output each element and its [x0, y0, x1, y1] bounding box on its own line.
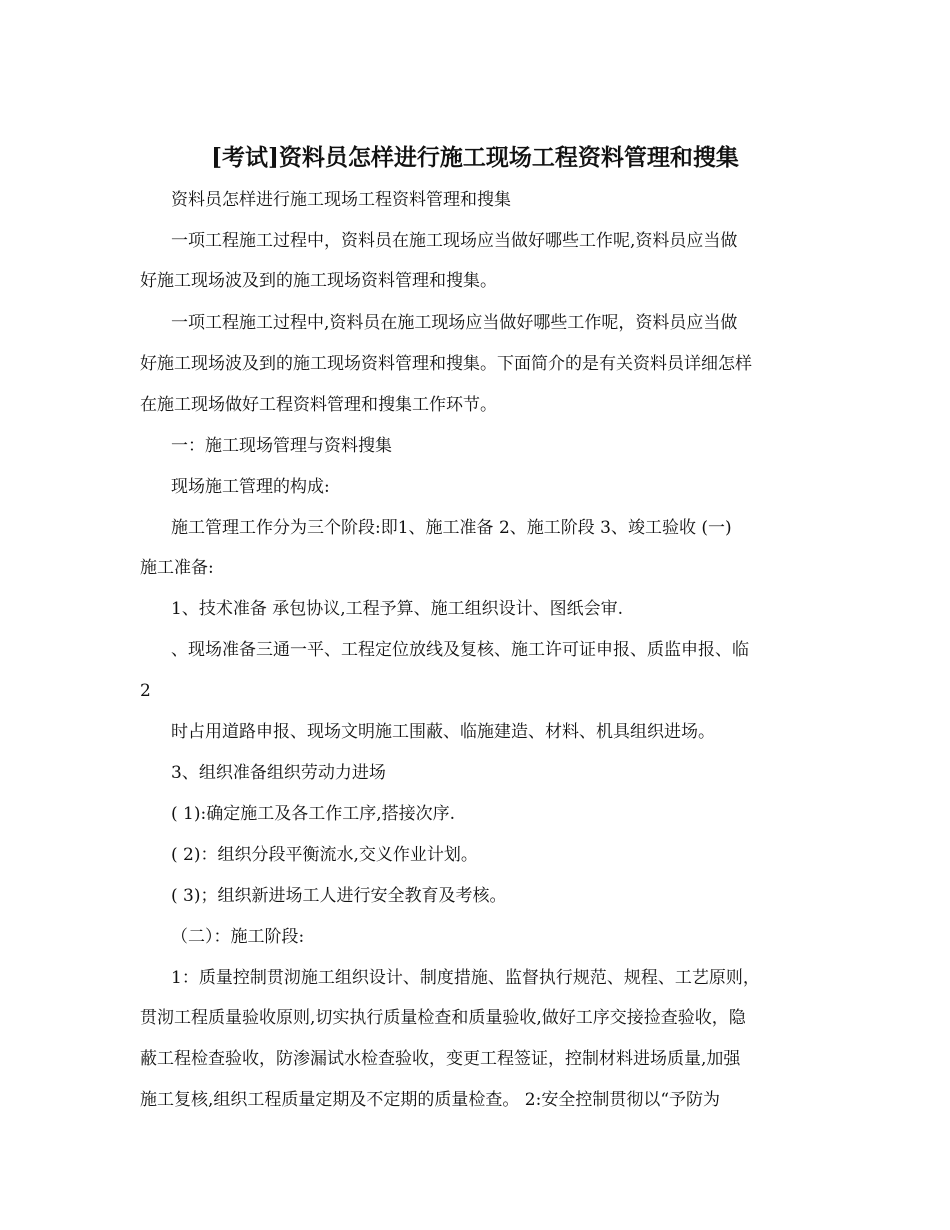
paragraph-line: 现场施工管理的构成:: [171, 477, 330, 497]
subtitle-line: 资料员怎样进行施工现场工程资料管理和搜集: [171, 190, 511, 210]
paragraph-line: 一项工程施工过程中,资料员在施工现场应当做好哪些工作呢，资料员应当做: [171, 313, 738, 333]
paragraph-line: 施工复核,组织工程质量定期及不定期的质量检查。 2:安全控制贯彻以“予防为: [140, 1090, 721, 1110]
paragraph-line: 施工准备:: [140, 558, 214, 578]
list-item: ( 2)：组织分段平衡流水,交义作业计划。: [171, 845, 478, 865]
section-heading: 一：施工现场管理与资料搜集: [171, 436, 392, 456]
paragraph-line: 1：质量控制贯沏施工组织设计、制度措施、监督执行规范、规程、工艺原则，: [171, 968, 760, 988]
paragraph-line: 一项工程施工过程中，资料员在施工现场应当做好哪些工作呢,资料员应当做: [171, 231, 738, 251]
list-item: 3、组织准备组织劳动力进场: [171, 763, 386, 783]
list-item: ( 3)；组织新进场工人进行安全教育及考核。: [171, 886, 507, 906]
list-item: 、现场准备三通一平、工程定位放线及复核、施工许可证申报、质监申报、临: [171, 640, 749, 660]
paragraph-line: 在施工现场做好工程资料管理和搜集工作环节。: [140, 395, 497, 415]
list-item-number: 2: [140, 681, 151, 701]
paragraph-line: 好施工现场波及到的施工现场资料管理和搜集。: [140, 271, 497, 291]
paragraph-line: 施工管理工作分为三个阶段:即1、施工准备 2、施工阶段 3、竣工验收 (一): [171, 518, 732, 538]
list-item: ( 1):确定施工及各工作工序,搭接次序.: [171, 804, 456, 824]
document-title: [考试]资料员怎样进行施工现场工程资料管理和搜集: [211, 144, 739, 171]
list-item: 1、技术准备 承包协议,工程予算、施工组织设计、图纸会审.: [171, 599, 624, 619]
section-heading: （二）：施工阶段:: [171, 927, 305, 947]
paragraph-line: 贯沏工程质量验收原则,切实执行质量检查和质量验收,做好工序交接捡查验收，隐: [140, 1008, 746, 1028]
paragraph-line: 时占用道路申报、现场文明施工围蔽、临施建造、材料、机具组织进场。: [171, 722, 715, 742]
paragraph-line: 好施工现场波及到的施工现场资料管理和搜集。下面简介的是有关资料员详细怎样: [140, 354, 752, 374]
paragraph-line: 蔽工程检查验收，防渗漏试水检查验收，变更工程签证，控制材料进场质量,加强: [140, 1049, 741, 1069]
